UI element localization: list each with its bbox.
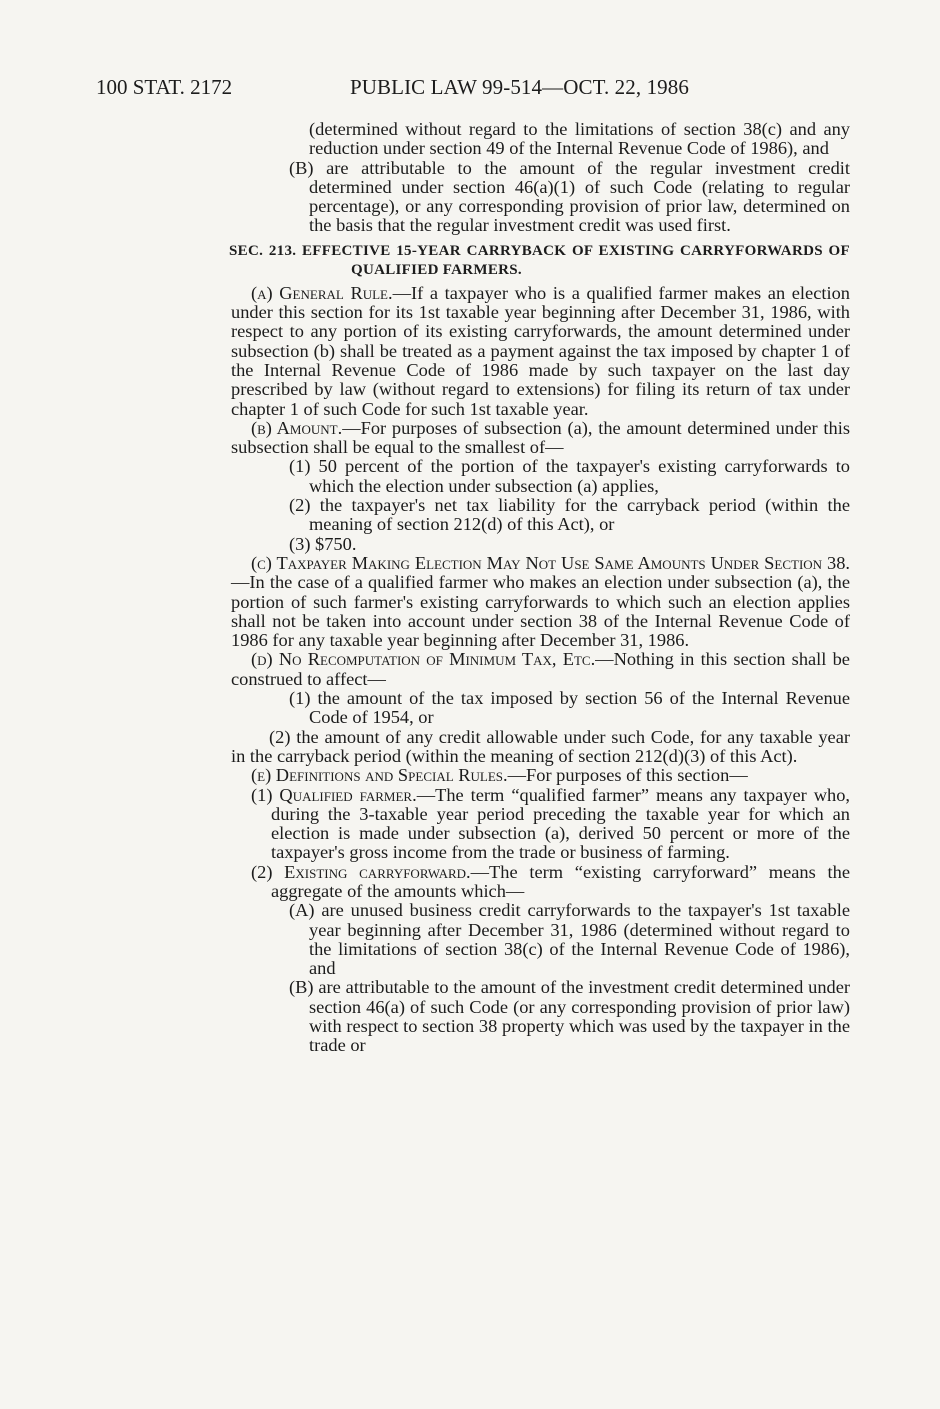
paragraph-continued: (determined without regard to the limitations of section 38(c) and any reduction under section 49 of the Internal Revenue Code of 1986), and <box>309 119 850 159</box>
subsection-a: (a) General Rule.—If a taxpayer who is a qualified farmer makes an election under this section for its 1st taxable year beginning after December 31, 1986, with respect to any portion of its existing carryforwards, the amount determined under subsection (b) shall be treated as a payment against the tax imposed by chapter 1 of the Internal Revenue Code of 1986 made by such taxpayer on the last day prescribed by law (without regard to extensions) for filing its return of tax under chapter 1 of such Code for such 1st taxable year. <box>231 282 850 419</box>
public-law-title: PUBLIC LAW 99-514—OCT. 22, 1986 <box>350 75 689 99</box>
paragraph-e1: (1) Qualified farmer.—The term “qualified farmer” means any taxpayer who, during the 3-taxable year period preceding the taxable year for which an election is made under subsection (a), derived 50 percent or more of the taxpayer's gross income from the trade or business of farming. <box>251 784 850 863</box>
paragraph-b1: (1) 50 percent of the portion of the taxpayer's existing carryforwards to which the election under subsection (a) applies, <box>289 456 850 496</box>
paragraph-heading: (1) Qualified farmer. <box>251 784 417 805</box>
paragraph-b3: (3) $750. <box>289 533 357 554</box>
running-head <box>96 74 856 100</box>
subsection-d: (d) No Recomputation of Minimum Tax, Etc.—Nothing in this section shall be construed to affect— <box>231 649 850 689</box>
paragraph-e2b: (B) are attributable to the amount of the investment credit determined under section 46(a) of such Code (or any corresponding provision of prior law) with respect to section 38 property which was used by the taxpayer in the trade or <box>289 977 850 1056</box>
paragraph-b: (B) are attributable to the amount of the regular investment credit determined under section 46(a)(1) of such Code (relating to regular percentage), or any corresponding provision of prior law, determined on the basis that the regular investment credit was used first. <box>289 157 850 236</box>
section-heading: SEC. 213. EFFECTIVE 15-YEAR CARRYBACK OF EXISTING CARRYFORWARDS OF QUALIFIED FARMERS. <box>229 242 850 278</box>
stat-reference: 100 STAT. 2172 <box>96 75 233 99</box>
subsection-b: (b) Amount.—For purposes of subsection (a), the amount determined under this subsection shall be equal to the smallest of— <box>231 417 851 458</box>
subsection-heading: (b) Amount. <box>251 417 343 438</box>
subsection-e: (e) Definitions and Special Rules.—For purposes of this section— <box>251 765 748 786</box>
subsection-heading: (a) General Rule. <box>251 282 393 303</box>
paragraph-e2a: (A) are unused business credit carryforwards to the taxpayer's 1st taxable year beginning after December 31, 1986 (determined without regard to the limitations of section 38(c) of the Internal Revenue Code of 1986), and <box>289 900 850 979</box>
paragraph-heading: (2) Existing carryforward. <box>251 861 471 882</box>
paragraph-e2: (2) Existing carryforward.—The term “existing carryforward” means the aggregate of the amounts which— <box>251 861 850 901</box>
paragraph-b2: (2) the taxpayer's net tax liability for the carryback period (within the meaning of section 212(d) of this Act), or <box>289 495 850 535</box>
paragraph-d2: (2) the amount of any credit allowable under such Code, for any taxable year in the carryback period (within the meaning of section 212(d)(3) of this Act). <box>231 726 850 766</box>
subsection-heading: (e) Definitions and Special Rules. <box>251 765 508 786</box>
paragraph-d1: (1) the amount of the tax imposed by section 56 of the Internal Revenue Code of 1954, or <box>289 688 850 728</box>
subsection-c: (c) Taxpayer Making Election May Not Use Same Amounts Under Section 38.—In the case of a qualified farmer who makes an election under subsection (a), the portion of such farmer's existing carryforwards to which such an election applies shall not be taken into account under section 38 of the Internal Revenue Code of 1986 for any taxable year beginning after December 31, 1986. <box>231 552 851 651</box>
subsection-heading: (c) Taxpayer Making Election May Not Use Same Amounts Under Section <box>251 552 823 573</box>
body-text <box>231 120 850 1056</box>
subsection-heading: (d) No Recomputation of Minimum Tax, Etc. <box>251 649 596 670</box>
